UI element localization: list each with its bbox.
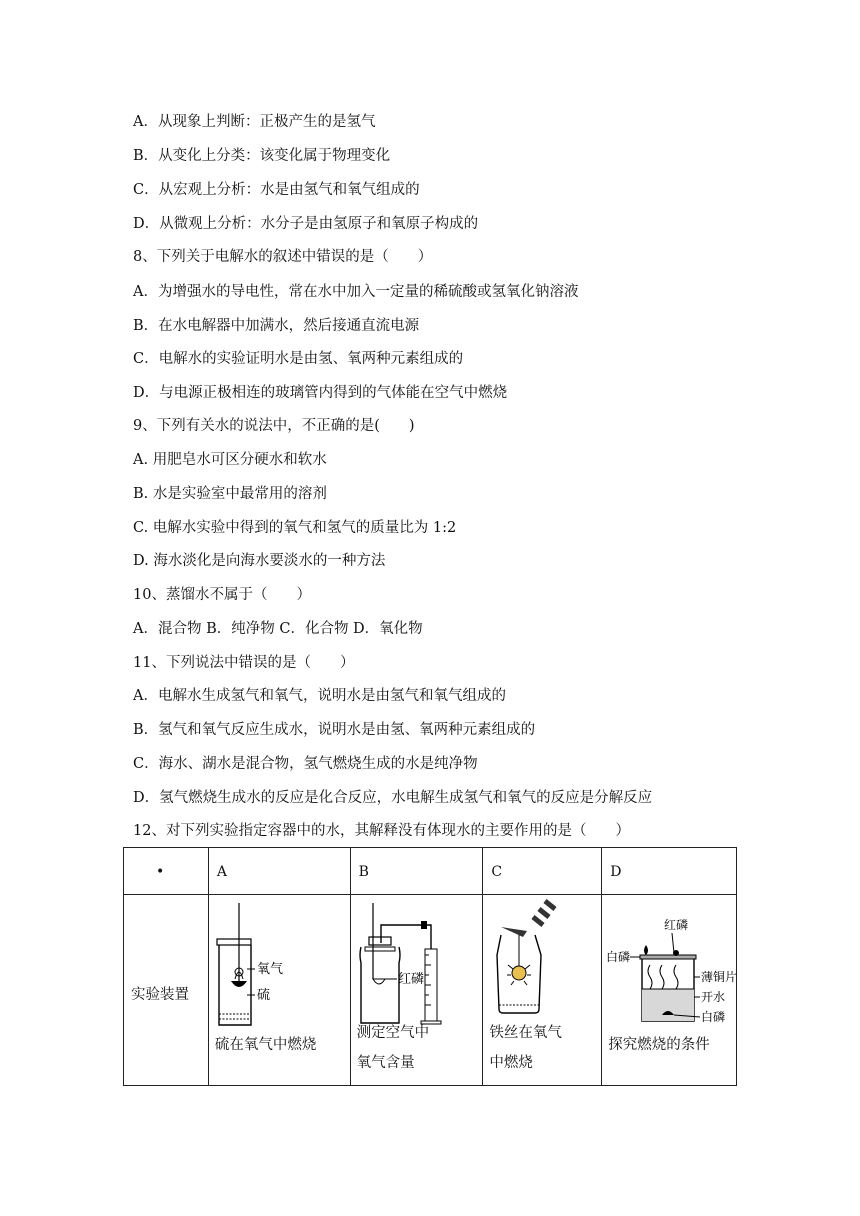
- label-sulfur: 硫: [256, 988, 270, 1003]
- header-cell-a: A: [208, 848, 350, 895]
- label-white-phosphorus-top: 白磷: [606, 950, 631, 964]
- label-thin-copper-sheet: 薄铜片: [701, 970, 738, 984]
- caption-a: 硫在氧气中燃烧: [214, 1037, 317, 1053]
- line-8: D．与电源正极相连的玻璃管内得到的气体能在空气中燃烧: [133, 385, 508, 401]
- caption-c-line-2: 中燃烧: [489, 1055, 533, 1071]
- question-10: 10、蒸馏水不属于（ ）: [133, 587, 311, 603]
- label-red-phosphorus-d: 红磷: [664, 918, 689, 932]
- experiment-table: [123, 847, 737, 1086]
- line-13: D. 海水淡化是向海水要淡水的一种方法: [133, 553, 386, 569]
- line-11: B. 水是实验室中最常用的溶剂: [133, 486, 327, 502]
- header-cell-c: C: [483, 848, 602, 895]
- cell-c: [483, 895, 602, 1086]
- air-oxygen-measurement-apparatus: [351, 895, 484, 1030]
- question-9: 9、下列有关水的说法中，不正确的是( ): [133, 418, 415, 434]
- combustion-conditions-apparatus: [602, 895, 737, 1035]
- cell-b: [350, 895, 483, 1086]
- iron-wire-in-oxygen-apparatus: [483, 895, 602, 1030]
- caption-c-line-1: 铁丝在氧气: [489, 1025, 562, 1041]
- question-11: 11、下列说法中错误的是（ ）: [133, 655, 355, 671]
- caption-d: 探究燃烧的条件: [608, 1037, 710, 1053]
- caption-b-line-1: 测定空气中: [356, 1025, 430, 1041]
- header-cell-d: D: [602, 848, 737, 895]
- line-6: B．在水电解器中加满水，然后接通直流电源: [133, 318, 420, 334]
- sulfur-in-oxygen-apparatus: [209, 895, 349, 1030]
- line-15: A．混合物 B．纯净物 C．化合物 D．氧化物: [133, 621, 423, 637]
- line-3: D．从微观上分析：水分子是由氢原子和氧原子构成的: [133, 216, 479, 232]
- line-5: A．为增强水的导电性，常在水中加入一定量的稀硫酸或氢氧化钠溶液: [133, 284, 579, 300]
- label-boiling-water: 开水: [701, 990, 726, 1004]
- line-0: A．从现象上判断：正极产生的是氢气: [133, 114, 376, 130]
- label-oxygen: 氧气: [256, 962, 283, 977]
- question-12: 12、对下列实验指定容器中的水，其解释没有体现水的主要作用的是（ ）: [133, 823, 630, 839]
- table-header-row: [124, 848, 737, 895]
- row-label-cell: 实验装置: [124, 895, 209, 1086]
- header-cell-b: B: [350, 848, 483, 895]
- line-19: C．海水、湖水是混合物，氢气燃烧生成的水是纯净物: [133, 756, 478, 772]
- question-8: 8、下列关于电解水的叙述中错误的是（ ）: [133, 249, 433, 265]
- apparatus-row: [124, 895, 737, 1086]
- label-white-phosphorus-bottom: 白磷: [701, 1010, 726, 1024]
- line-20: D．氢气燃烧生成水的反应是化合反应，水电解生成氢气和氧气的反应是分解反应: [133, 790, 653, 806]
- line-17: A．电解水生成氢气和氧气，说明水是由氢气和氧气组成的: [133, 688, 506, 704]
- cell-a: [208, 895, 350, 1086]
- line-2: C．从宏观上分析：水是由氢气和氧气组成的: [133, 182, 420, 198]
- header-cell-0: •: [124, 848, 209, 895]
- caption-b-line-2: 氧气含量: [356, 1055, 415, 1071]
- cell-d: [602, 895, 737, 1086]
- line-10: A. 用肥皂水可区分硬水和软水: [133, 452, 327, 468]
- label-red-phosphorus-b: 红磷: [397, 972, 424, 987]
- line-7: C．电解水的实验证明水是由氢、氧两种元素组成的: [133, 351, 464, 367]
- line-1: B．从变化上分类：该变化属于物理变化: [133, 148, 391, 164]
- line-18: B．氢气和氧气反应生成水，说明水是由氢、氧两种元素组成的: [133, 722, 536, 738]
- line-12: C. 电解水实验中得到的氧气和氢气的质量比为 1:2: [133, 520, 457, 536]
